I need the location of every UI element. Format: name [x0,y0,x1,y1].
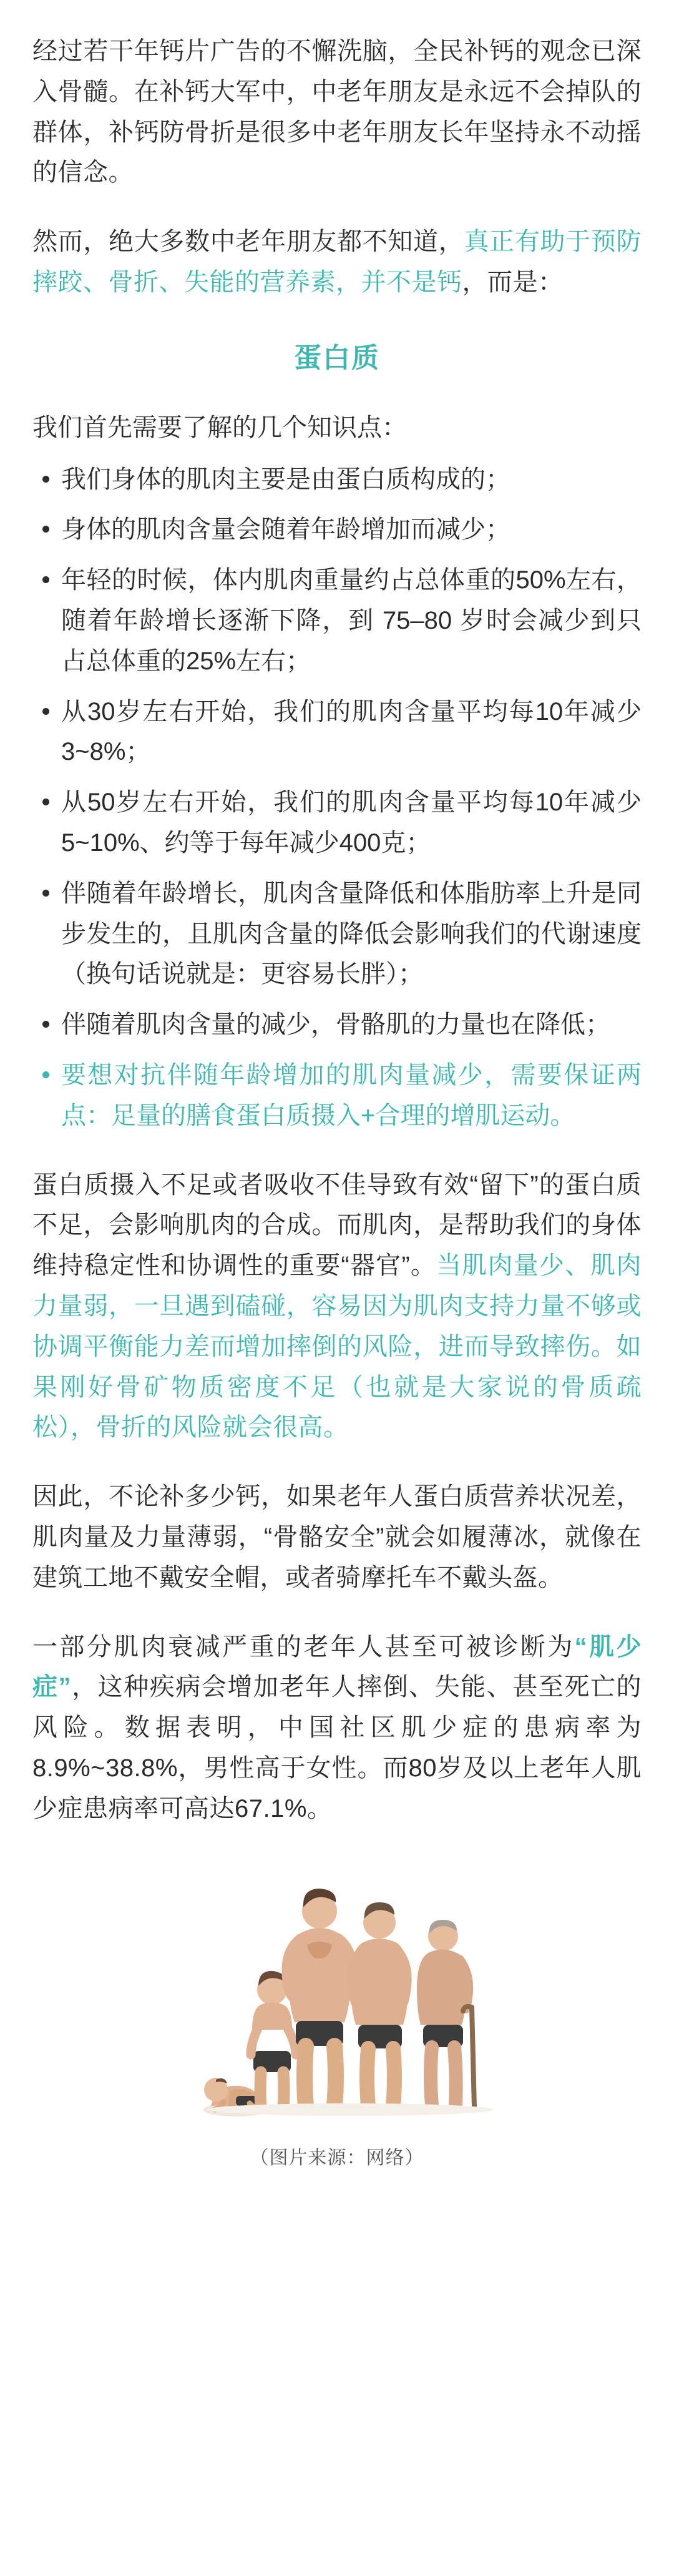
list-item [32,509,642,550]
paragraph-sarcopenia [32,1627,642,1829]
paragraph-conclusion-text: 因此，不论补多少钙，如果老年人蛋白质营养状况差，肌肉量及力量薄弱，“骨骼安全”就会如履薄冰，就像在建筑工地不戴安全帽，或者骑摩托车不戴头盔。 [32,1483,642,1591]
paragraph-sarcopenia-highlight: “肌少症” [32,1633,642,1701]
figure-caption: （图片来源：网络） [250,2148,424,2169]
knowledge-points-lead: 我们首先需要了解的几个知识点： [32,413,407,441]
figure-block [32,1857,642,2170]
list-item [32,460,642,500]
list-item [32,1005,642,1045]
list-item-highlight [32,1055,642,1136]
list-item [32,782,642,863]
paragraph-however-text-b: ，而是： [462,268,564,296]
list-item-label: 从50岁左右开始，我们的肌肉含量平均每10年减少5~10%、约等于每年减少400克； [61,789,642,857]
list-item-label: 要想对抗伴随年龄增加的肌肉量减少，需要保证两点：足量的膳食蛋白质摄入+合理的增肌运动。 [61,1061,642,1129]
list-item [32,560,642,681]
list-item-label: 从30岁左右开始，我们的肌肉含量平均每10年减少3~8%； [61,697,642,766]
paragraph-protein-intake-text: 蛋白质摄入不足或者吸收不佳导致有效“留下”的蛋白质不足，会影响肌肉的合成。而肌肉，是帮助我们的身体维持稳定性和协调性的重要“器官”。 [32,1171,642,1280]
paragraph-sarcopenia-text-b: ，这种疾病会增加老年人摔倒、失能、甚至死亡的风险。数据表明，中国社区肌少症的患病率为8.9%~38.8%，男性高于女性。而80岁及以上老年人肌少症患病率可高达67.1%。 [32,1673,642,1822]
paragraph-conclusion [32,1477,642,1598]
paragraph-protein-intake-highlight: 当肌肉量少、肌肉力量弱，一旦遇到磕碰，容易因为肌肉支持力量不够或协调平衡能力差而增加摔倒的风险，进而导致摔伤。如果刚好骨矿物质密度不足（也就是大家说的骨质疏松），骨折的风险就会很高。 [32,1252,642,1442]
muscle-aging-illustration [162,1857,512,2126]
list-item-label: 身体的肌肉含量会随着年龄增加而减少； [61,516,510,544]
paragraph-intro [32,31,642,193]
paragraph-however [32,222,642,303]
paragraph-intro-text: 经过若干年钙片广告的不懈洗脑，全民补钙的观念已深入骨髓。在补钙大军中，中老年朋友是永远不会掉队的群体，补钙防骨折是很多中老年朋友长年坚持永不动摇的信念。 [32,37,642,187]
list-item-label: 我们身体的肌肉主要是由蛋白质构成的； [61,465,510,493]
paragraph-sarcopenia-text-a: 一部分肌肉衰减严重的老年人甚至可被诊断为 [32,1633,575,1661]
list-item-label: 伴随着年龄增长，肌肉含量降低和体脂肪率上升是同步发生的，且肌肉含量的降低会影响我们的代谢速度（换句话说就是：更容易长胖）； [61,879,642,988]
list-item [32,692,642,773]
section-heading-protein: 蛋白质 [294,342,380,373]
paragraph-however-highlight: 真正有助于预防摔跤、骨折、失能的营养素，并不是钙 [32,228,642,296]
list-item [32,873,642,995]
paragraph-however-text-a: 然而，绝大多数中老年朋友都不知道， [32,228,464,256]
paragraph-protein-intake [32,1165,642,1448]
knowledge-points-list [32,460,642,1136]
list-item-label: 年轻的时候，体内肌肉重量约占总体重的50%左右，随着年龄增长逐渐下降，到 75–80 岁时会减少到只占总体重的25%左右； [61,566,642,675]
list-item-label: 伴随着肌肉含量的减少，骨骼肌的力量也在降低； [61,1011,610,1039]
